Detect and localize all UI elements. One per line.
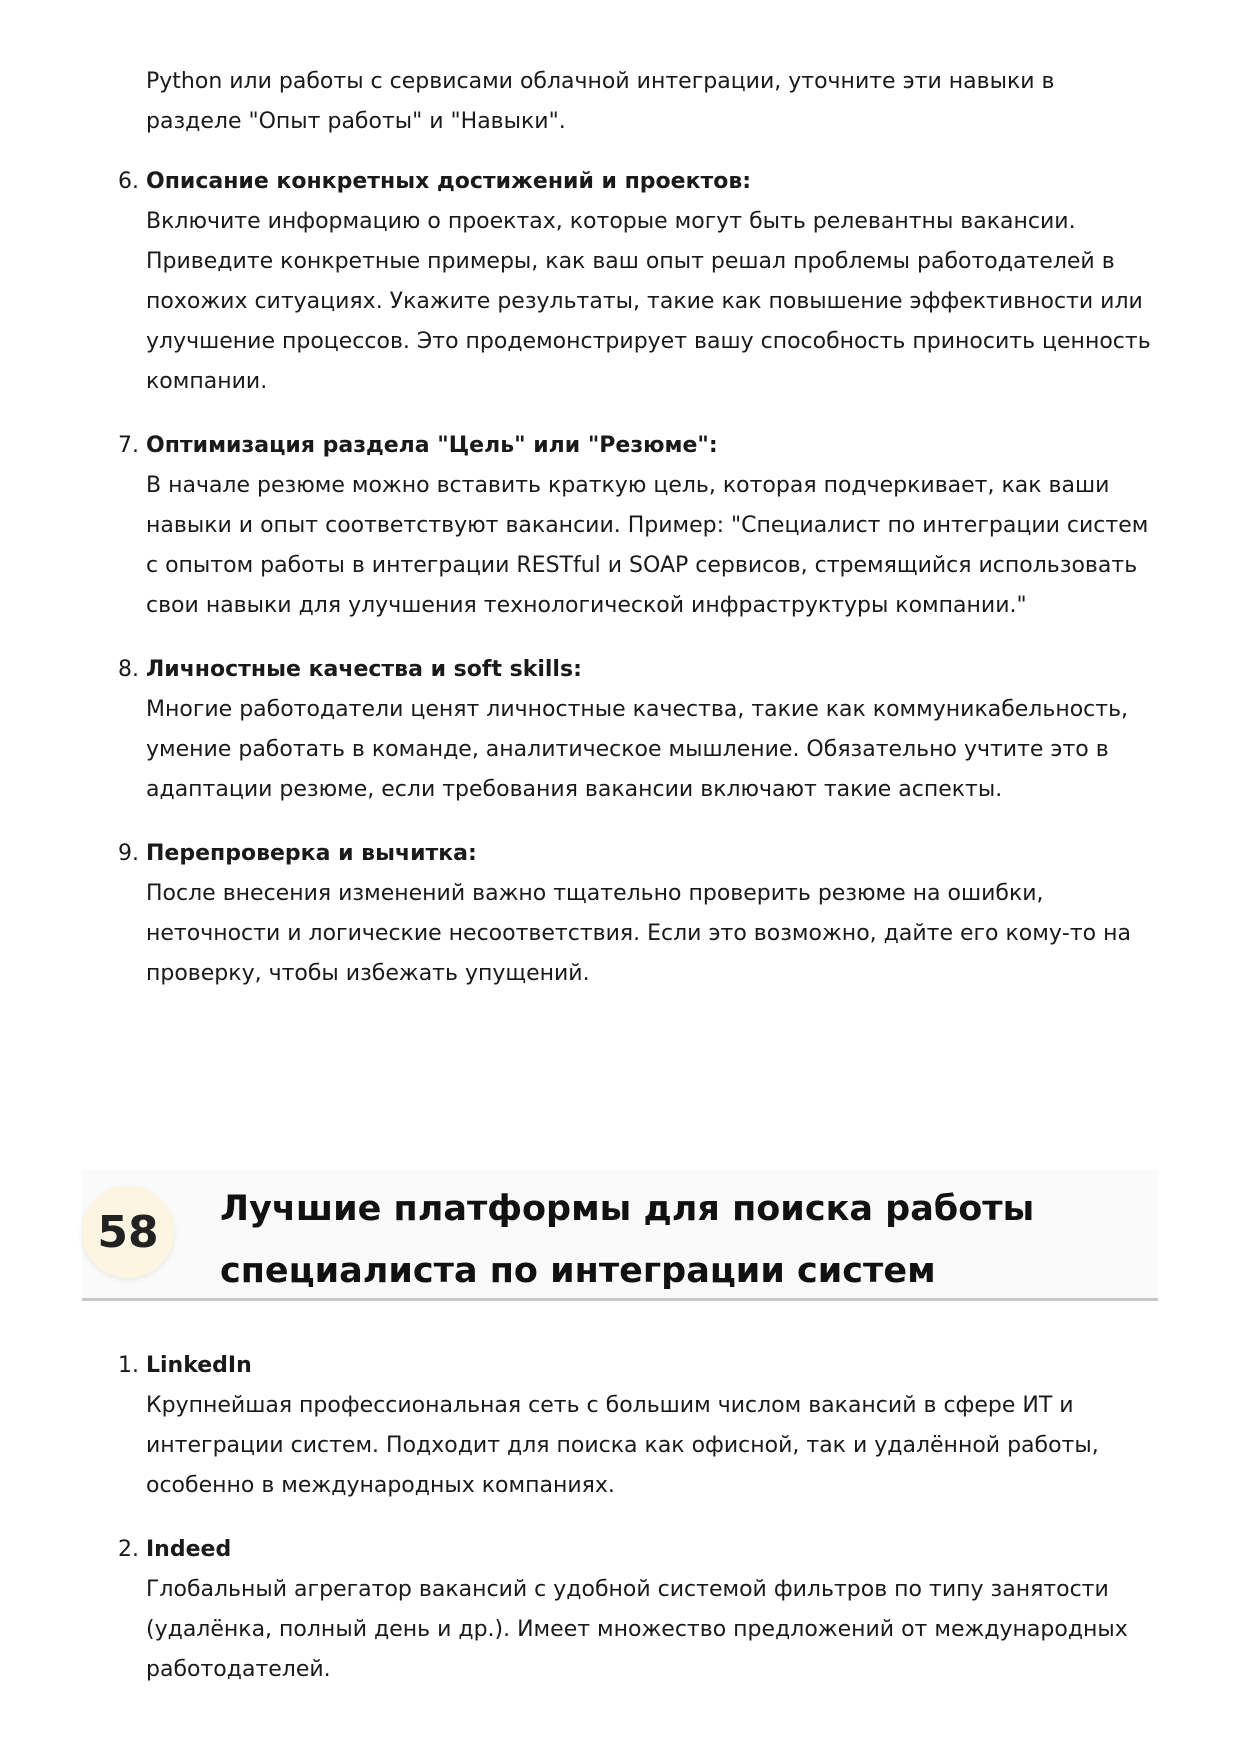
list-item-number: 1. — [118, 1353, 139, 1378]
list-item-number: 6. — [118, 169, 139, 194]
list-item — [0, 1530, 1156, 1690]
list-item-title: LinkedIn — [146, 1353, 252, 1378]
list-item-number: 9. — [118, 841, 139, 866]
continuation-paragraph: Python или работы с сервисами облачной интеграции, уточните эти навыки в разделе "Опыт работы" и "Навыки". — [146, 69, 1055, 134]
list-item-text: В начале резюме можно вставить краткую цель, которая подчеркивает, как ваши навыки и опыт соответствуют вакансии. Пример: "Специалист по интеграции систем с опытом работы в интеграции RESTful и SOAP сервисов, стремящийся использовать свои навыки для улучшения технологической инфраструктуры компании." — [146, 473, 1149, 618]
tips-list — [0, 162, 1239, 1018]
section-title: Лучшие платформы для поиска работы специалиста по интеграции систем — [220, 1189, 1035, 1291]
list-item — [0, 162, 1156, 402]
list-item — [0, 834, 1156, 994]
list-item — [0, 426, 1156, 626]
list-item-text: Крупнейшая профессиональная сеть с большим числом вакансий в сфере ИТ и интеграции систем. Подходит для поиска как офисной, так и удалённой работы, особенно в международных компаниях. — [146, 1393, 1099, 1498]
list-item-number: 2. — [118, 1537, 139, 1562]
list-item — [0, 1346, 1156, 1506]
list-item-title: Indeed — [146, 1537, 232, 1562]
list-item-number: 8. — [118, 657, 139, 682]
list-item-title: Описание конкретных достижений и проектов: — [146, 169, 752, 194]
section-number-badge: 58 — [82, 1186, 174, 1278]
list-item — [0, 650, 1156, 810]
list-item-text: Многие работодатели ценят личностные качества, такие как коммуникабельность, умение работать в команде, аналитическое мышление. Обязательно учтите это в адаптации резюме, если требования вакансии включают такие аспекты. — [146, 697, 1129, 802]
list-item-text: После внесения изменений важно тщательно проверить резюме на ошибки, неточности и логические несоответствия. Если это возможно, дайте его кому-то на проверку, чтобы избежать упущений. — [146, 881, 1131, 986]
list-item-text: Включите информацию о проектах, которые могут быть релевантны вакансии. Приведите конкретные примеры, как ваш опыт решал проблемы работодателей в похожих ситуациях. Укажите результаты, такие как повышение эффективности или улучшение процессов. Это продемонстрирует вашу способность приносить ценность компании. — [146, 209, 1151, 394]
list-item-title: Оптимизация раздела "Цель" или "Резюме": — [146, 433, 718, 458]
platforms-list — [0, 1346, 1239, 1714]
list-item-number: 7. — [118, 433, 139, 458]
list-item-text: Глобальный агрегатор вакансий с удобной системой фильтров по типу занятости (удалёнка, полный день и др.). Имеет множество предложений от международных работодателей. — [146, 1577, 1128, 1682]
list-item-title: Перепроверка и вычитка: — [146, 841, 477, 866]
list-item-title: Личностные качества и soft skills: — [146, 657, 582, 682]
